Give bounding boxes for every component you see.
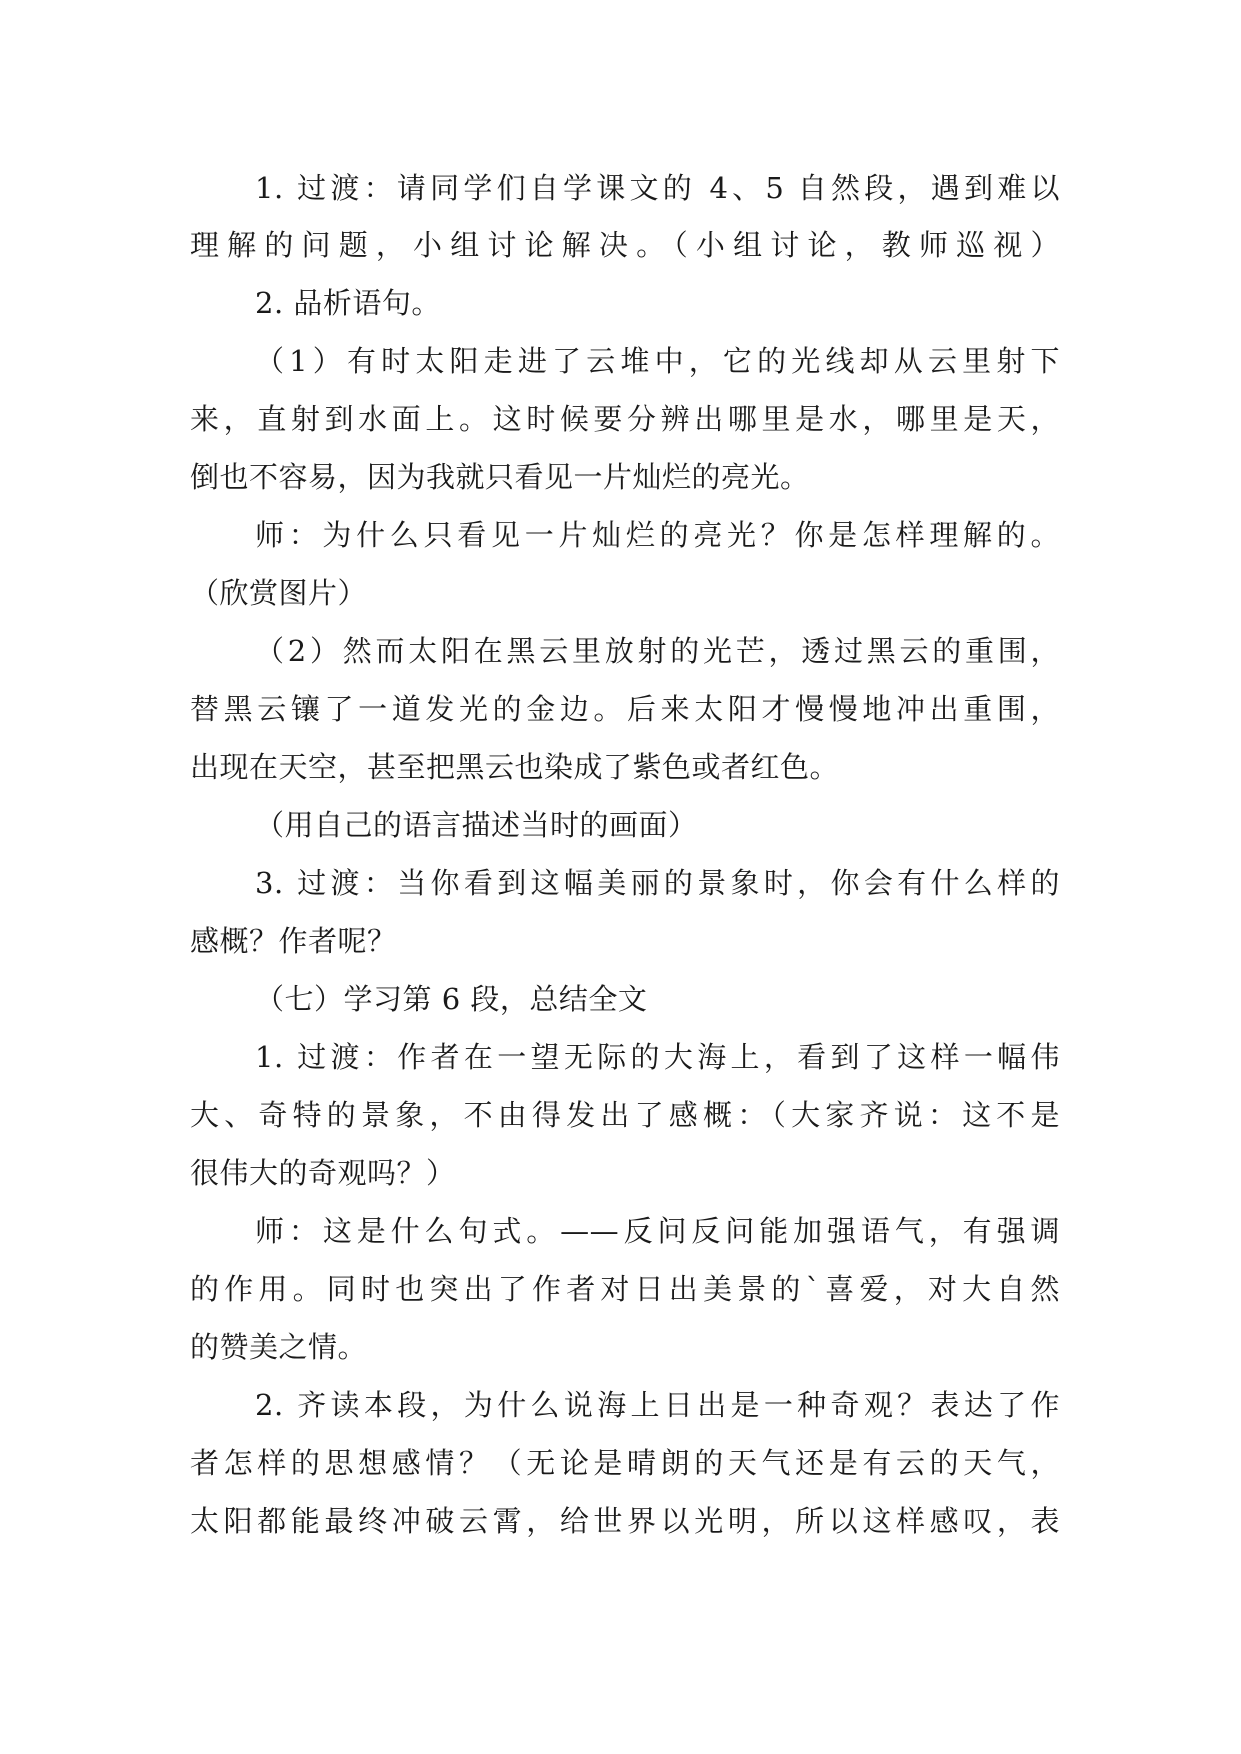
- paragraph-line: （1）有时太阳走进了云堆中，它的光线却从云里射下: [255, 344, 1060, 378]
- paragraph-line: 替黑云镶了一道发光的金边。后来太阳才慢慢地冲出重围，: [190, 692, 1060, 726]
- paragraph-line: 1. 过渡：作者在一望无际的大海上，看到了这样一幅伟: [255, 1040, 1060, 1074]
- paragraph-line: 来，直射到水面上。这时候要分辨出哪里是水，哪里是天，: [190, 402, 1060, 436]
- paragraph-line: 的作用。同时也突出了作者对日出美景的`喜爱，对大自然: [190, 1272, 1060, 1306]
- paragraph-line: 理解的问题，小组讨论解决。（小组讨论，教师巡视）: [190, 228, 1060, 262]
- paragraph-line: （欣赏图片）: [190, 576, 368, 610]
- paragraph-line: 1. 过渡：请同学们自学课文的 4、5 自然段，遇到难以: [255, 171, 1060, 205]
- paragraph-line: 的赞美之情。: [190, 1330, 368, 1364]
- paragraph-line: （用自己的语言描述当时的画面）: [255, 808, 698, 842]
- paragraph-line: 3. 过渡：当你看到这幅美丽的景象时，你会有什么样的: [255, 866, 1060, 900]
- paragraph-line: 感概？作者呢？: [190, 924, 397, 958]
- paragraph-line: （2）然而太阳在黑云里放射的光芒，透过黑云的重围，: [255, 634, 1060, 668]
- paragraph-line: 倒也不容易，因为我就只看见一片灿烂的亮光。: [190, 460, 810, 494]
- paragraph-line: 2. 品析语句。: [255, 286, 441, 320]
- paragraph-line: 2. 齐读本段，为什么说海上日出是一种奇观？表达了作: [255, 1388, 1060, 1422]
- paragraph-line: 太阳都能最终冲破云霄，给世界以光明，所以这样感叹，表: [190, 1504, 1060, 1538]
- paragraph-line: 师：为什么只看见一片灿烂的亮光？你是怎样理解的。: [255, 518, 1060, 552]
- paragraph-line: 出现在天空，甚至把黑云也染成了紫色或者红色。: [190, 750, 840, 784]
- paragraph-line: 很伟大的奇观吗？）: [190, 1156, 456, 1190]
- paragraph-line: 者怎样的思想感情？（无论是晴朗的天气还是有云的天气，: [190, 1446, 1060, 1480]
- paragraph-line: 大、奇特的景象，不由得发出了感概：（大家齐说：这不是: [190, 1098, 1060, 1132]
- paragraph-line: 师：这是什么句式。——反问反问能加强语气，有强调: [255, 1214, 1060, 1248]
- section-heading: （七）学习第 6 段，总结全文: [255, 982, 648, 1016]
